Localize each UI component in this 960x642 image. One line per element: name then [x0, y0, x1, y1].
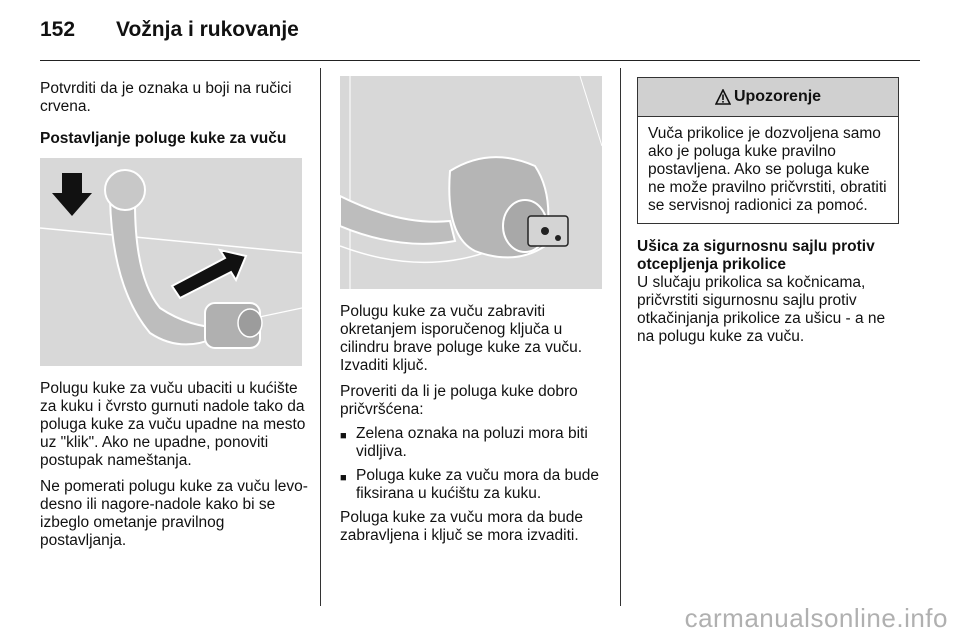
install-para-1: Polugu kuke za vuču ubaciti u kućište za kuku i čvrsto gurnuti nadole tako da poluga kuke za vuču upadne na mesto uz "klik". Ako ne upadne, ponoviti postupak nameštanja.	[40, 380, 306, 469]
figure-towbar-lock	[340, 76, 602, 289]
bullet-square-icon: ■	[340, 472, 347, 484]
warning-header	[638, 78, 898, 117]
warning-text: Vuča prikolice je dozvoljena samo ako je poluga kuke pravilno postavljena. Ako se poluga kuke ne može pravilno pričvrstiti, obratiti se servisnoj radionici za pomoć.	[648, 125, 887, 214]
install-para-2: Ne pomerati polugu kuke za vuču levo-desno ili nagore-nadole kako bi se izbeglo ometanje pravilnog postavljanja.	[40, 478, 308, 549]
bullet-item-2	[340, 467, 610, 503]
watermark: carmanualsonline.info	[684, 603, 948, 633]
section-heading-safety-cable: Ušica za sigurnosnu sajlu protiv otcepljenja prikolice	[637, 238, 875, 273]
towbar-lock-illustration	[340, 76, 602, 289]
bullet-square-icon: ■	[340, 430, 347, 442]
chapter-title: Vožnja i rukovanje	[116, 18, 299, 41]
bullet-text-1: Zelena oznaka na poluzi mora biti vidljiva.	[356, 425, 588, 460]
page-header	[40, 18, 299, 48]
down-arrow-icon	[52, 173, 92, 216]
lock-para-3: Poluga kuke za vuču mora da bude zabravljena i ključ se mora izvaditi.	[340, 509, 583, 544]
section-heading-install: Postavljanje poluge kuke za vuču	[40, 130, 287, 147]
warning-triangle-icon	[715, 89, 731, 105]
towbar-insert-illustration	[40, 158, 302, 366]
page-number: 152	[40, 18, 76, 41]
lock-para-2: Proveriti da li je poluga kuke dobro pričvršćena:	[340, 383, 578, 418]
bullet-item-1	[340, 425, 610, 461]
intro-text: Potvrditi da je oznaka u boji na ručici crvena.	[40, 80, 292, 115]
insert-arrow-icon	[172, 250, 246, 298]
figure-towbar-insert	[40, 158, 302, 366]
column-divider-2	[620, 68, 621, 606]
header-rule	[40, 60, 920, 61]
column-right	[637, 77, 900, 354]
warning-title: Upozorenje	[733, 88, 822, 105]
lock-para-1: Polugu kuke za vuču zabraviti okretanjem isporučenog ključa u cilindru brave poluge kuke za vuču. Izvaditi ključ.	[340, 303, 583, 374]
bullet-text-2: Poluga kuke za vuču mora da bude fiksirana u kućištu za kuku.	[356, 467, 599, 502]
column-left	[40, 80, 312, 558]
column-divider-1	[320, 68, 321, 606]
column-middle	[340, 76, 610, 553]
warning-box	[637, 77, 899, 224]
safety-cable-para: U slučaju prikolica sa kočnicama, pričvrstiti sigurnosnu sajlu protiv otkačinjanja prikolice za ušicu - a ne na polugu kuke za vuču.	[637, 274, 886, 345]
